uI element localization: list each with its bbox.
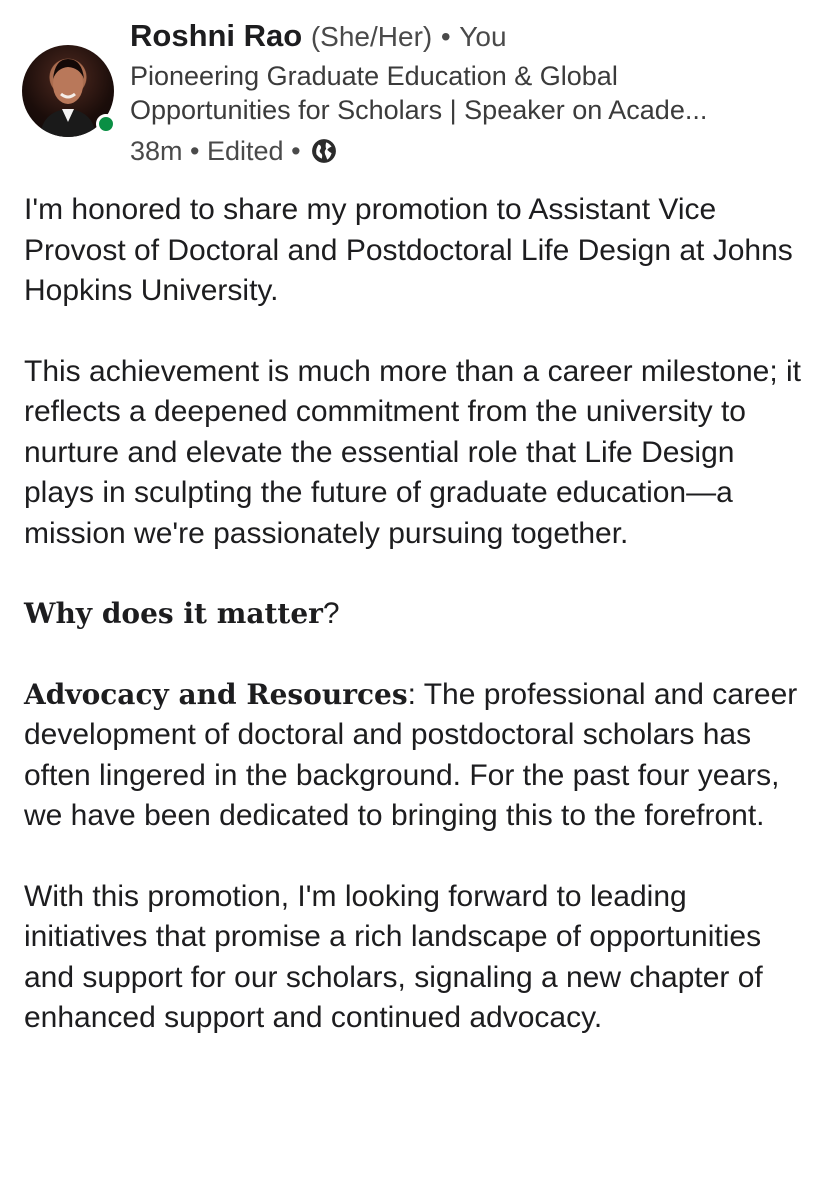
author-pronouns: (She/Her): [310, 21, 433, 52]
advocacy-text: : The professional and career development of doctoral and postdoctoral scholars has often lingered in the background. For the past four years, we have been dedicated to bringing this to the forefront.: [24, 677, 798, 832]
author-name-line: [130, 16, 507, 57]
author-headline: [130, 59, 795, 127]
post-header: [0, 0, 816, 180]
headline-line-2: Opportunities for Scholars | Speaker on Acade...: [130, 95, 708, 125]
author-avatar[interactable]: [22, 45, 114, 137]
separator-dot: •: [283, 136, 301, 166]
section-heading-advocacy: Advocacy and Resources: [24, 677, 408, 711]
post-paragraph-3: [24, 594, 804, 635]
heading-punctuation: ?: [322, 597, 340, 630]
separator-dot: •: [440, 21, 451, 52]
author-name[interactable]: Roshni Rao: [130, 18, 303, 53]
online-status-indicator: [96, 114, 116, 134]
connection-degree: You: [459, 21, 507, 52]
separator-dot: •: [182, 136, 207, 166]
post-paragraph-1: I'm honored to share my promotion to Assistant Vice Provost of Doctoral and Postdoctoral Life Design at Johns Hopkins University.: [24, 193, 793, 307]
post-paragraph-2: This achievement is much more than a career milestone; it reflects a deepened commitment from the university to nurture and elevate the essential role that Life Design plays in sculpting the future of graduate education—a mission we're passionately pursuing together.: [24, 354, 801, 550]
post-time: 38m: [130, 136, 183, 166]
post-body: [24, 190, 804, 1079]
post-meta: [130, 133, 337, 169]
edited-label: Edited: [207, 136, 284, 166]
headline-line-1: Pioneering Graduate Education & Global: [130, 61, 618, 91]
post-paragraph-5: With this promotion, I'm looking forward to leading initiatives that promise a rich landscape of opportunities and support for our scholars, signaling a new chapter of enhanced support and continued advocacy.: [24, 879, 763, 1034]
section-heading-why: Why does it matter: [24, 597, 323, 630]
globe-icon: [311, 138, 337, 164]
post-paragraph-4: [24, 675, 804, 837]
